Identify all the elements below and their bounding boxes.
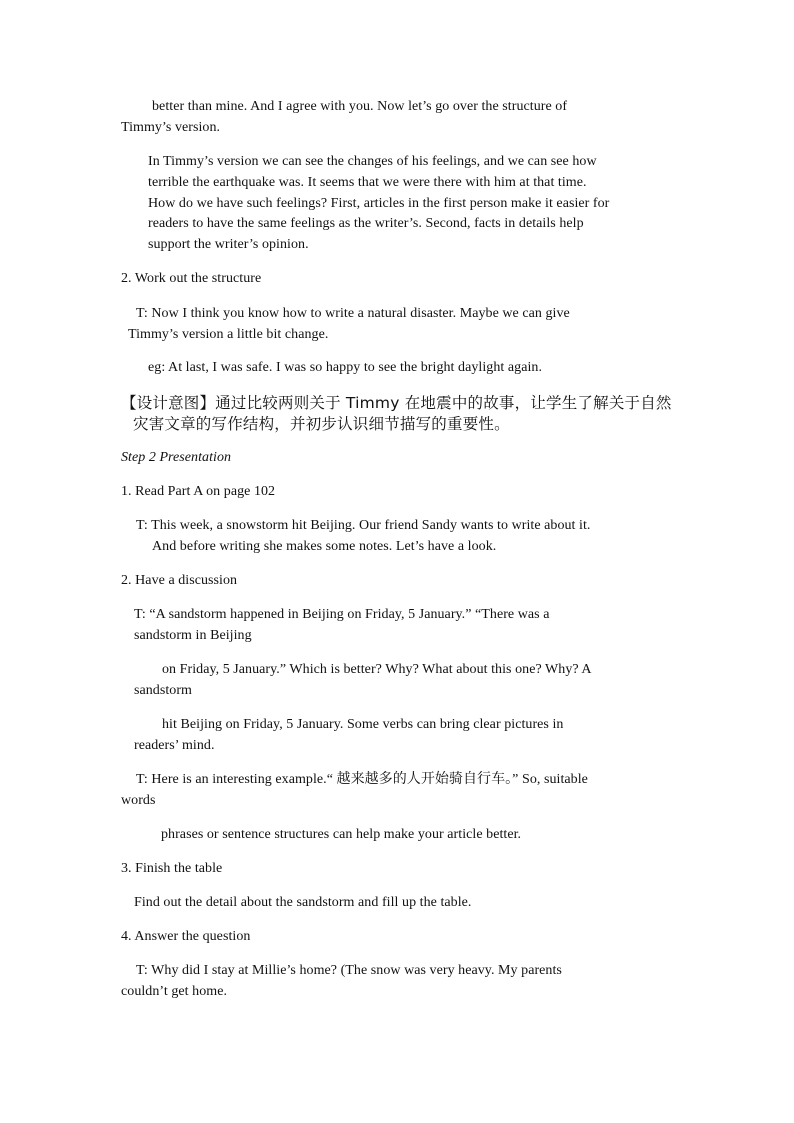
section-heading: 3. Finish the table xyxy=(121,861,223,876)
text-line: In Timmy’s version we can see the changes of his feelings, and we can see how xyxy=(148,154,597,169)
text-line: readers to have the same feelings as the writer’s. Second, facts in details help xyxy=(148,216,584,231)
text-line: readers’ mind. xyxy=(134,738,215,753)
text-line: support the writer’s opinion. xyxy=(148,237,309,252)
text-line: T: Here is an interesting example.“ 越来越多的人开始骑自行车。” So, suitable xyxy=(136,772,588,787)
text-line: Timmy’s version a little bit change. xyxy=(128,327,329,342)
design-intent-line: 【设计意图】通过比较两则关于 Timmy 在地震中的故事，让学生了解关于自然 xyxy=(121,394,672,412)
text-line: phrases or sentence structures can help make your article better. xyxy=(161,827,522,842)
text-line: Timmy’s version. xyxy=(121,120,221,135)
section-heading: 2. Work out the structure xyxy=(121,271,262,286)
design-intent-line: 灾害文章的写作结构，并初步认识细节描写的重要性。 xyxy=(133,415,510,433)
text-line: How do we have such feelings? First, articles in the first person make it easier for xyxy=(148,196,610,211)
text-line: on Friday, 5 January.” Which is better? Why? What about this one? Why? A xyxy=(162,662,592,677)
text-line: couldn’t get home. xyxy=(121,984,228,999)
section-heading: 2. Have a discussion xyxy=(121,573,238,588)
text-line: words xyxy=(121,793,156,808)
text-line: terrible the earthquake was. It seems that we were there with him at that time. xyxy=(148,175,587,190)
text-line: T: This week, a snowstorm hit Beijing. Our friend Sandy wants to write about it. xyxy=(136,518,591,533)
text-line: eg: At last, I was safe. I was so happy to see the bright daylight again. xyxy=(148,360,543,375)
step-heading: Step 2 Presentation xyxy=(121,450,232,465)
section-heading: 1. Read Part A on page 102 xyxy=(121,484,276,499)
text-line: T: Why did I stay at Millie’s home? (The snow was very heavy. My parents xyxy=(136,963,562,978)
text-line: T: Now I think you know how to write a natural disaster. Maybe we can give xyxy=(136,306,570,321)
text-line: better than mine. And I agree with you. Now let’s go over the structure of xyxy=(152,99,568,114)
text-line: hit Beijing on Friday, 5 January. Some verbs can bring clear pictures in xyxy=(162,717,564,732)
text-line: T: “A sandstorm happened in Beijing on Friday, 5 January.” “There was a xyxy=(134,607,550,622)
text-line: sandstorm in Beijing xyxy=(134,628,252,643)
text-line: sandstorm xyxy=(134,683,193,698)
text-line: Find out the detail about the sandstorm and fill up the table. xyxy=(134,895,472,910)
text-line: And before writing she makes some notes. Let’s have a look. xyxy=(152,539,497,554)
section-heading: 4. Answer the question xyxy=(121,929,251,944)
